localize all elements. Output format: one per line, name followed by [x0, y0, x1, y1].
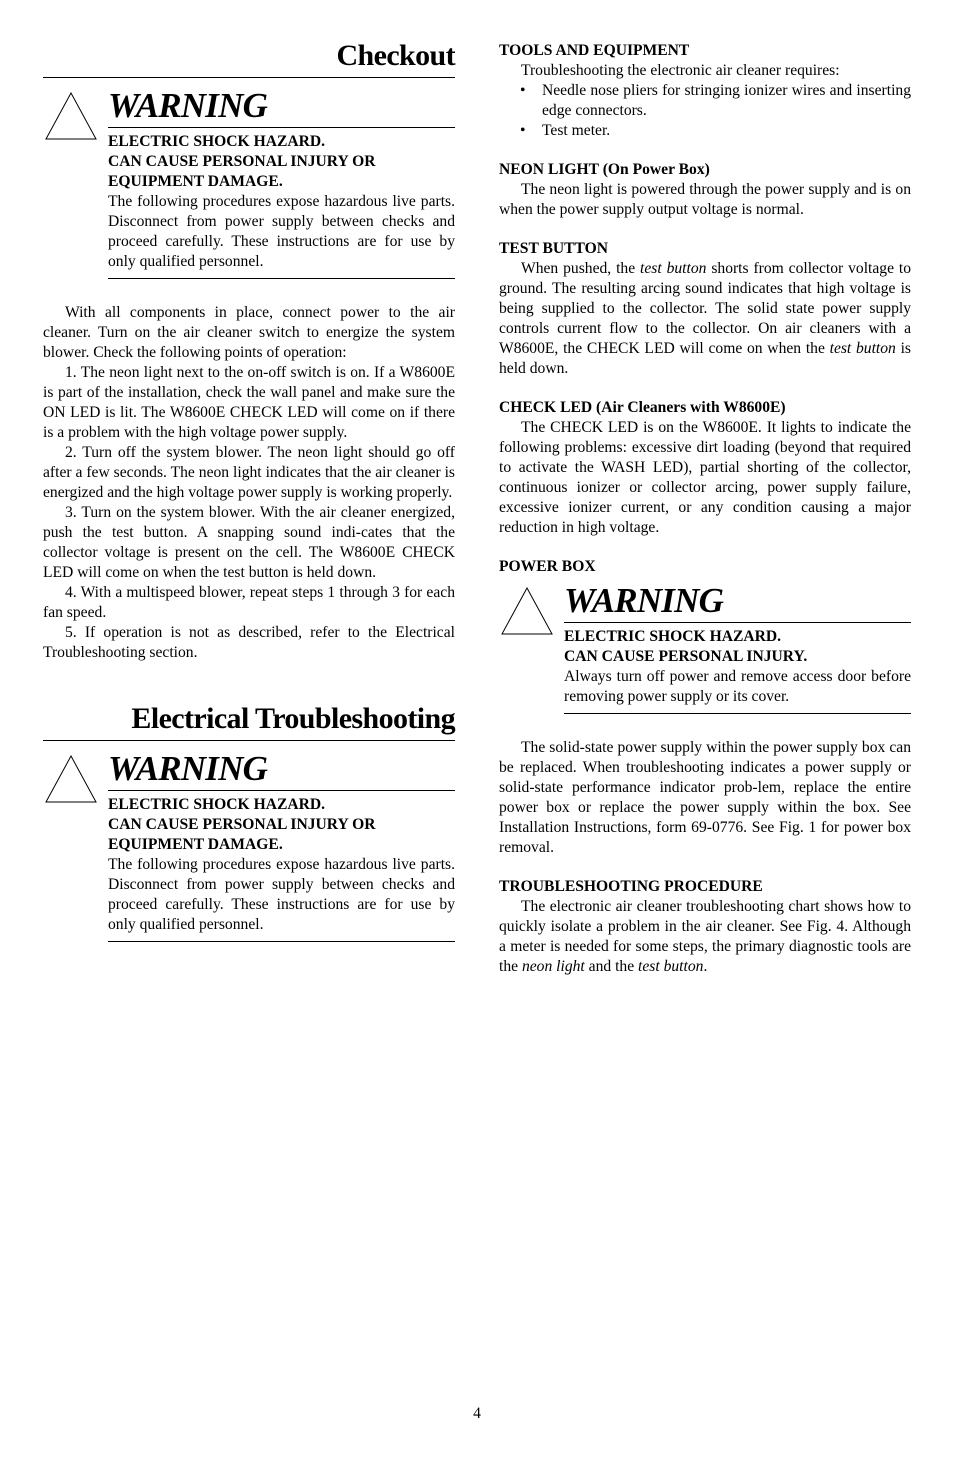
- check-led-heading: CHECK LED (Air Cleaners with W8600E): [499, 399, 786, 416]
- warning-triangle-icon: [45, 755, 97, 803]
- warning-hazard-line: CAN CAUSE PERSONAL INJURY.: [564, 648, 808, 665]
- tools-list: [499, 81, 911, 141]
- warning-hazard-line: EQUIPMENT DAMAGE.: [108, 173, 283, 190]
- emphasis: test button: [638, 958, 704, 975]
- electrical-troubleshooting-heading: Electrical Troubleshooting: [43, 701, 455, 741]
- checkout-step: 1. The neon light next to the on-off switch is on. If a W8600E is part of the installation, check the wall panel and make sure the ON LED is lit. The W8600E CHECK LED will come on if there is a problem with the high voltage power supply.: [43, 364, 455, 441]
- warning-text: Always turn off power and remove access door before removing power supply or its cover.: [564, 668, 911, 705]
- warning-triangle-icon: [45, 92, 97, 140]
- warning-body: [108, 128, 455, 279]
- warning-box-electrical: [43, 749, 455, 942]
- checkout-heading: Checkout: [43, 38, 455, 78]
- warning-text: The following procedures expose hazardous live parts. Disconnect from power supply between checks and proceed carefully. These instructions are for use by only qualified personnel.: [108, 193, 455, 270]
- warning-body: [564, 623, 911, 714]
- warning-hazard-line: CAN CAUSE PERSONAL INJURY OR: [108, 816, 376, 833]
- warning-hazard-line: EQUIPMENT DAMAGE.: [108, 836, 283, 853]
- list-item: • Needle nose pliers for stringing ionizer wires and inserting edge connectors.: [499, 81, 911, 121]
- warning-box-power: [499, 581, 911, 714]
- warning-title: WARNING: [108, 749, 455, 791]
- test-button-text: When pushed, the test button shorts from collector voltage to ground. The resulting arcing sound indicates that high voltage is being supplied to the collector. The solid state power supply controls current flow to the collector. On air cleaners with a W8600E, the CHECK LED will come on when the test button is held down.: [499, 260, 912, 377]
- warning-text: The following procedures expose hazardous live parts. Disconnect from power supply between checks and proceed carefully. These instructions are for use by only qualified personnel.: [108, 856, 455, 933]
- checkout-step: 3. Turn on the system blower. With the air cleaner energized, push the test button. A snapping sound indi-cates that the collector voltage is present on the cell. The W8600E CHECK LED will come on when the test button is held down.: [43, 504, 455, 581]
- page-number: 4: [473, 1405, 481, 1422]
- tools-heading: TOOLS AND EQUIPMENT: [499, 42, 690, 59]
- checkout-step: 4. With a multispeed blower, repeat steps 1 through 3 for each fan speed.: [43, 584, 455, 621]
- tools-intro: Troubleshooting the electronic air cleaner requires:: [521, 62, 840, 79]
- warning-title: WARNING: [564, 581, 911, 623]
- left-column: [43, 38, 455, 942]
- warning-body: [108, 791, 455, 942]
- power-box-heading: POWER BOX: [499, 558, 596, 575]
- warning-box-checkout: [43, 86, 455, 279]
- list-item: • Test meter.: [499, 121, 911, 141]
- warning-hazard-line: ELECTRIC SHOCK HAZARD.: [108, 796, 326, 813]
- checkout-step: 2. Turn off the system blower. The neon light should go off after a few seconds. The neon light indicates that the air cleaner is energized and the high voltage power supply is working properly.: [43, 444, 455, 501]
- emphasis: test button: [829, 340, 896, 357]
- test-button-heading: TEST BUTTON: [499, 240, 609, 257]
- checkout-intro: With all components in place, connect power to the air cleaner. Turn on the air cleaner switch to energize the system blower. Check the following points of operation:: [43, 304, 455, 361]
- right-column: [499, 41, 911, 977]
- warning-hazard-line: CAN CAUSE PERSONAL INJURY OR: [108, 153, 376, 170]
- power-box-text: The solid-state power supply within the power supply box can be replaced. When troubleshooting indicates a power supply or solid-state performance indicator prob-lem, replace the entire power box or replace the power supply within the box. See Installation Instructions, form 69-0776. See Fig. 1 for power box removal.: [499, 739, 911, 856]
- warning-hazard-line: ELECTRIC SHOCK HAZARD.: [564, 628, 782, 645]
- warning-hazard-line: ELECTRIC SHOCK HAZARD.: [108, 133, 326, 150]
- neon-light-heading: NEON LIGHT (On Power Box): [499, 161, 710, 178]
- check-led-text: The CHECK LED is on the W8600E. It lights to indicate the following problems: excessive dirt loading (beyond that required to activate the WASH LED), partial shorting of the collector, continuous ionizer or collector arcing, power supply failure, excessive ionizer current, or any condition causing a major reduction in high voltage.: [499, 419, 911, 536]
- warning-title: WARNING: [108, 86, 455, 128]
- troubleshooting-procedure-heading: TROUBLESHOOTING PROCEDURE: [499, 878, 763, 895]
- emphasis: test button: [640, 260, 707, 277]
- checkout-step: 5. If operation is not as described, refer to the Electrical Troubleshooting section.: [43, 624, 455, 661]
- troubleshooting-procedure-text: The electronic air cleaner troubleshooting chart shows how to quickly isolate a problem in the air cleaner. See Fig. 4. Although a meter is needed for some steps, the primary diagnostic tools are the neon light and the test button.: [499, 898, 911, 975]
- neon-light-text: The neon light is powered through the power supply and is on when the power supply output voltage is normal.: [499, 181, 911, 218]
- emphasis: neon light: [521, 958, 585, 975]
- warning-triangle-icon: [501, 587, 553, 635]
